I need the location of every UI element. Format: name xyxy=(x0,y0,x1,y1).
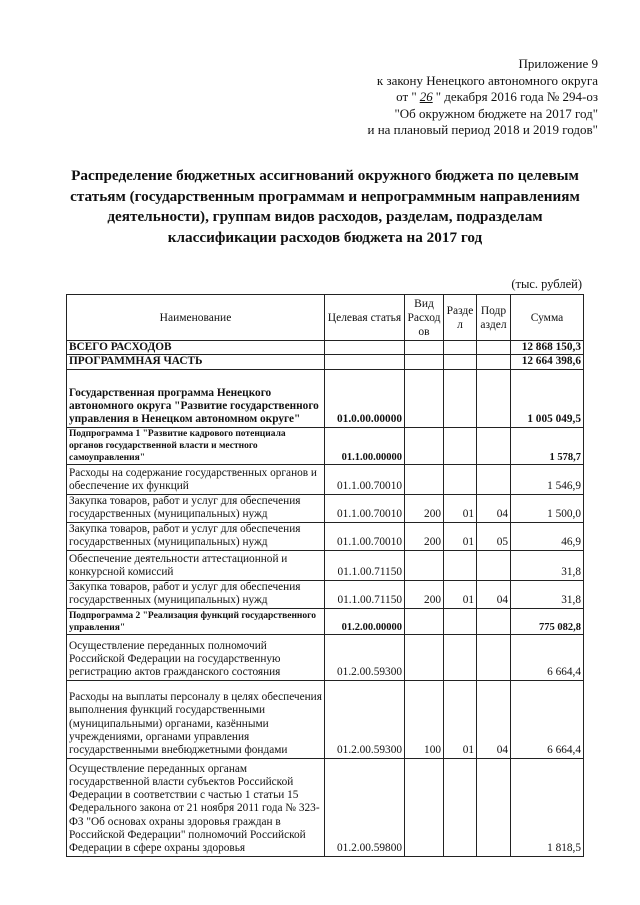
col-header-razdel: Разде л xyxy=(444,295,477,341)
col-header-target: Целевая статья xyxy=(325,295,405,341)
cell-name: Осуществление переданных полномочий Российской Федерации на государственную регистрацию актов гражданского состояния xyxy=(67,634,325,680)
col-header-name: Наименование xyxy=(67,295,325,341)
cell-vid xyxy=(405,608,444,634)
cell-sum: 775 082,8 xyxy=(511,608,584,634)
cell-name: Обеспечение деятельности аттестационной и конкурсной комиссий xyxy=(67,550,325,580)
cell-podrazdel: 04 xyxy=(477,680,511,758)
table-row xyxy=(67,550,584,580)
cell-target: 01.0.00.00000 xyxy=(325,369,405,427)
cell-podrazdel xyxy=(477,550,511,580)
law-reference: к закону Ненецкого автономного округа xyxy=(376,72,598,88)
cell-target: 01.1.00.71150 xyxy=(325,550,405,580)
cell-target: 01.1.00.71150 xyxy=(325,580,405,608)
cell-name: Закупка товаров, работ и услуг для обеспечения государственных (муниципальных) нужд xyxy=(67,580,325,608)
cell-sum: 31,8 xyxy=(511,550,584,580)
col-header-sum: Сумма xyxy=(511,295,584,341)
table-row xyxy=(67,464,584,494)
cell-target: 01.1.00.70010 xyxy=(325,522,405,550)
cell-sum: 1 818,5 xyxy=(511,758,584,856)
cell-sum: 1 500,0 xyxy=(511,494,584,522)
cell-name: Подпрограмма 1 "Развитие кадрового потенциала органов государственной власти и местного самоуправления" xyxy=(67,427,325,464)
cell-name: Осуществление переданных органам государственной власти субъектов Российской Федерации в соответствии с частью 1 статьи 15 Федерального закона от 21 ноября 2011 года № 323-ФЗ "Об основах охраны здоровья граждан в Российской Федерации" полномочий Российской Федерации в сфере охраны здоровья xyxy=(67,758,325,856)
cell-sum: 6 664,4 xyxy=(511,680,584,758)
appendix-number: Приложение 9 xyxy=(518,56,598,71)
table-row xyxy=(67,494,584,522)
cell-vid xyxy=(405,634,444,680)
cell-sum: 1 005 049,5 xyxy=(511,369,584,427)
table-row xyxy=(67,758,584,856)
table-row xyxy=(67,680,584,758)
document-title: Распределение бюджетных ассигнований окружного бюджета по целевым статьям (государственным программам и непрограммным направлениям деятельности), группам видов расходов, разделам, подразделам классификации расходов бюджета на 2017 год xyxy=(70,167,580,246)
cell-name: Расходы на содержание государственных органов и обеспечение их функций xyxy=(67,464,325,494)
cell-target: 01.1.00.00000 xyxy=(325,427,405,464)
cell-razdel: 01 xyxy=(444,494,477,522)
cell-sum: 12 664 398,6 xyxy=(511,355,584,369)
cell-sum: 1 578,7 xyxy=(511,427,584,464)
cell-vid xyxy=(405,464,444,494)
law-date: от " 26 " декабря 2016 года № 294-оз xyxy=(396,89,598,104)
cell-sum: 12 868 150,3 xyxy=(511,341,584,355)
col-header-podrazdel: Подр аздел xyxy=(477,295,511,341)
cell-name: ВСЕГО РАСХОДОВ xyxy=(67,341,325,355)
document-header xyxy=(367,56,598,139)
cell-target xyxy=(325,341,405,355)
cell-target: 01.2.00.59800 xyxy=(325,758,405,856)
cell-name: Закупка товаров, работ и услуг для обеспечения государственных (муниципальных) нужд xyxy=(67,494,325,522)
table-row xyxy=(67,608,584,634)
table-row xyxy=(67,369,584,427)
cell-name: ПРОГРАММНАЯ ЧАСТЬ xyxy=(67,355,325,369)
handwritten-day: 26 xyxy=(419,89,433,104)
cell-podrazdel: 04 xyxy=(477,494,511,522)
table-header-row xyxy=(67,295,584,341)
table-row xyxy=(67,355,584,369)
cell-target xyxy=(325,355,405,369)
cell-podrazdel xyxy=(477,464,511,494)
cell-vid: 200 xyxy=(405,580,444,608)
cell-razdel: 01 xyxy=(444,580,477,608)
cell-podrazdel xyxy=(477,341,511,355)
cell-vid xyxy=(405,355,444,369)
cell-vid xyxy=(405,550,444,580)
cell-target: 01.2.00.59300 xyxy=(325,634,405,680)
cell-razdel xyxy=(444,608,477,634)
cell-podrazdel xyxy=(477,758,511,856)
cell-vid: 100 xyxy=(405,680,444,758)
table-row xyxy=(67,427,584,464)
cell-sum: 6 664,4 xyxy=(511,634,584,680)
cell-sum: 31,8 xyxy=(511,580,584,608)
cell-vid xyxy=(405,427,444,464)
cell-vid xyxy=(405,758,444,856)
cell-razdel: 01 xyxy=(444,522,477,550)
cell-razdel xyxy=(444,758,477,856)
cell-name: Государственная программа Ненецкого автономного округа "Развитие государственного управления в Ненецком автономном округе" xyxy=(67,369,325,427)
cell-razdel: 01 xyxy=(444,680,477,758)
cell-vid: 200 xyxy=(405,522,444,550)
cell-name: Расходы на выплаты персоналу в целях обеспечения выполнения функций государственными (муниципальными) органами, казёнными учреждениями, органами управления государственными внебюджетными фондами xyxy=(67,680,325,758)
cell-target: 01.1.00.70010 xyxy=(325,494,405,522)
law-period: и на плановый период 2018 и 2019 годов" xyxy=(367,122,598,137)
units-label: (тыс. рублей) xyxy=(511,277,582,291)
cell-razdel xyxy=(444,369,477,427)
cell-podrazdel: 05 xyxy=(477,522,511,550)
table-row xyxy=(67,341,584,355)
cell-razdel xyxy=(444,634,477,680)
cell-name: Закупка товаров, работ и услуг для обеспечения государственных (муниципальных) нужд xyxy=(67,522,325,550)
cell-podrazdel xyxy=(477,608,511,634)
cell-razdel xyxy=(444,355,477,369)
table-row xyxy=(67,634,584,680)
col-header-vid: Вид Расход ов xyxy=(405,295,444,341)
cell-vid: 200 xyxy=(405,494,444,522)
cell-target: 01.2.00.59300 xyxy=(325,680,405,758)
cell-vid xyxy=(405,341,444,355)
cell-target: 01.2.00.00000 xyxy=(325,608,405,634)
budget-table xyxy=(66,294,584,857)
cell-sum: 46,9 xyxy=(511,522,584,550)
cell-razdel xyxy=(444,464,477,494)
table-row xyxy=(67,580,584,608)
cell-razdel xyxy=(444,427,477,464)
cell-podrazdel: 04 xyxy=(477,580,511,608)
cell-target: 01.1.00.70010 xyxy=(325,464,405,494)
cell-razdel xyxy=(444,341,477,355)
cell-podrazdel xyxy=(477,634,511,680)
cell-razdel xyxy=(444,550,477,580)
cell-podrazdel xyxy=(477,427,511,464)
cell-podrazdel xyxy=(477,369,511,427)
cell-vid xyxy=(405,369,444,427)
cell-name: Подпрограмма 2 "Реализация функций государственного управления" xyxy=(67,608,325,634)
law-title: "Об окружном бюджете на 2017 год" xyxy=(394,105,598,121)
table-row xyxy=(67,522,584,550)
cell-sum: 1 546,9 xyxy=(511,464,584,494)
cell-podrazdel xyxy=(477,355,511,369)
